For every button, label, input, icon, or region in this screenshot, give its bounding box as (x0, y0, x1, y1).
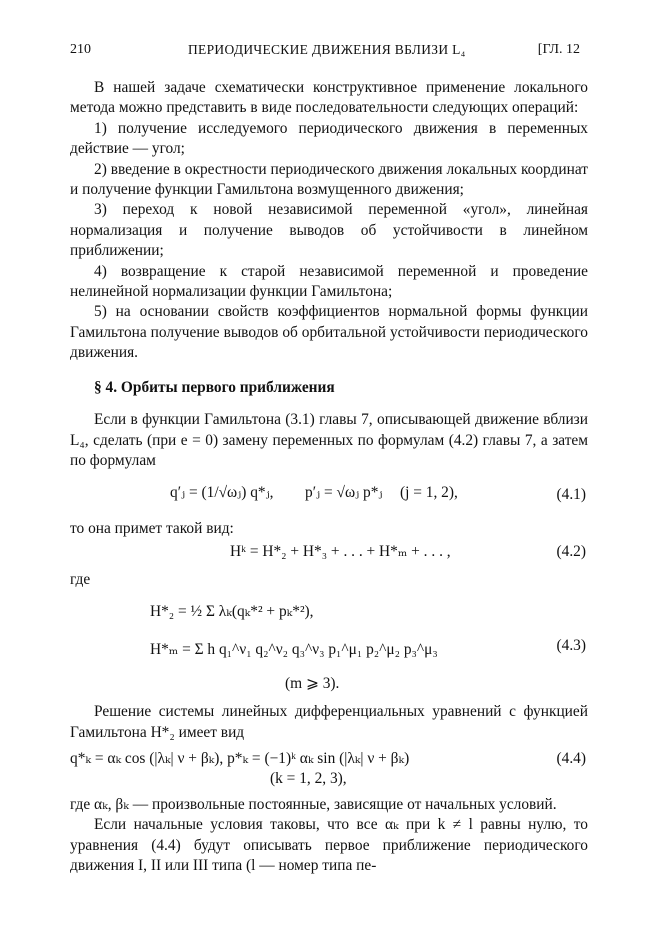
eq-4-4-line1: q*ₖ = αₖ cos (|λₖ| ν + βₖ), p*ₖ = (−1)ᵏ αₖ sin (|λₖ| ν + βₖ) (70, 749, 410, 767)
equation-4-2 (70, 540, 588, 566)
equation-4-4 (70, 747, 588, 791)
substitution-paragraph: Если в функции Гамильтона (3.1) главы 7, описывающей движение вблизи L₄, сделать (при e = 0) замену переменных по формулам (4.2) главы 7, а затем по формулам (70, 411, 588, 469)
eq-4-1-q: q′ⱼ = (1/√ωⱼ) q*ⱼ, (170, 484, 274, 502)
initial-conditions-paragraph: Если начальные условия таковы, что все αₖ при k ≠ l равны нулю, то уравнения (4.4) будут описывать первое приближение периодического движения I, II или III типа (l — номер типа пе- (70, 816, 588, 875)
eq-4-3-number: (4.3) (556, 637, 586, 655)
eq-4-4-number: (4.4) (556, 749, 586, 767)
step-1: 1) получение исследуемого периодического движения в переменных действие — угол; (70, 119, 588, 158)
eq-4-4-condition: (k = 1, 2, 3), (270, 769, 347, 787)
step-4: 4) возвращение к старой независимой переменной и проведение нелинейной нормализации функции Гамильтона; (70, 262, 588, 301)
page-body (70, 78, 588, 877)
constants-paragraph: где αₖ, βₖ — произвольные постоянные, зависящие от начальных условий. (70, 795, 557, 813)
solution-paragraph: Решение системы линейных дифференциальных уравнений с функцией Гамильтона H*₂ имеет вид (70, 703, 588, 741)
eq-4-1-number: (4.1) (556, 486, 586, 504)
equation-4-1 (70, 475, 588, 515)
eq-4-2-formula: Hᵏ = H*₂ + H*₃ + . . . + H*ₘ + . . . , (230, 542, 451, 560)
takes-form-text: то она примет такой вид: (70, 520, 234, 538)
running-title: ПЕРИОДИЧЕСКИЕ ДВИЖЕНИЯ ВБЛИЗИ L₄ (188, 42, 466, 57)
page-number: 210 (70, 42, 91, 57)
step-5: 5) на основании свойств коэффициентов нормальной формы функции Гамильтона получение выводов об орбитальной устойчивости периодического движения. (70, 303, 588, 362)
eq-4-3-condition: (m ⩾ 3). (285, 675, 340, 693)
running-header (70, 42, 580, 62)
section-title: § 4. Орбиты первого приближения (94, 378, 335, 396)
eq-4-3-line2: H*ₘ = Σ h q₁^ν₁ q₂^ν₂ q₃^ν₃ p₁^μ₁ p₂^μ₂ p₃^μ₃ (150, 641, 438, 659)
where-text: где (70, 570, 91, 588)
chapter-label: [ГЛ. 12 (537, 42, 580, 57)
eq-4-1-p: p′ⱼ = √ωⱼ p*ⱼ (305, 484, 383, 502)
eq-4-2-number: (4.2) (556, 542, 586, 560)
intro-paragraph: В нашей задаче схематически конструктивное применение локального метода можно представить в виде последовательности следующих операций: (70, 79, 588, 117)
eq-4-1-condition: (j = 1, 2), (400, 484, 458, 502)
equation-4-3 (70, 592, 588, 696)
eq-4-3-line1: H*₂ = ½ Σ λₖ(qₖ*² + pₖ*²), (150, 603, 314, 621)
step-2: 2) введение в окрестности периодического движения локальных координат и получение функции Гамильтона возмущенного движения; (70, 160, 588, 199)
step-3: 3) переход к новой независимой переменной «угол», линейная нормализация и получение выводов об устойчивости в линейном приближении; (70, 201, 588, 260)
